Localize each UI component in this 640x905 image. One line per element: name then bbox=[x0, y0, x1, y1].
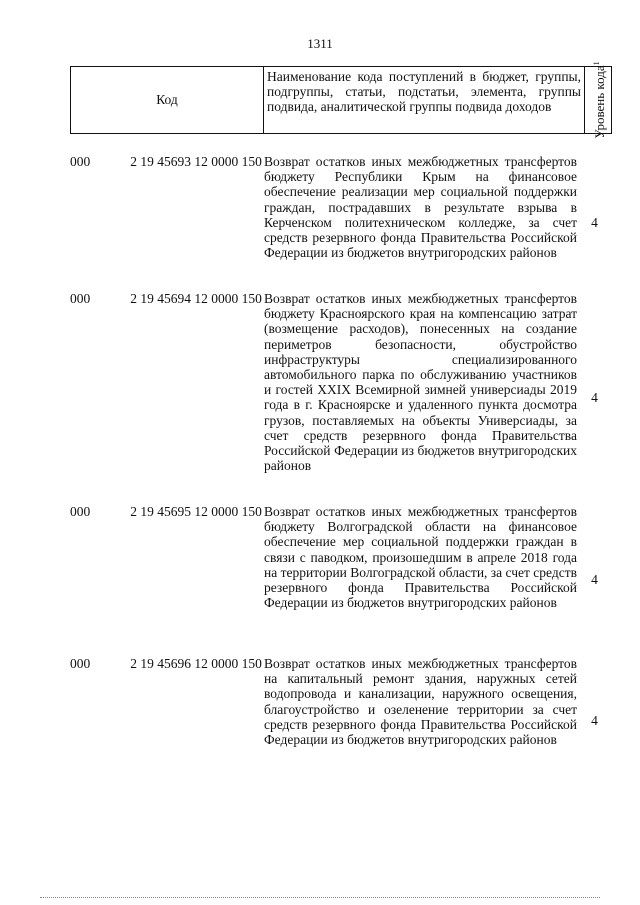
table-row bbox=[70, 656, 612, 786]
table-header bbox=[70, 61, 612, 139]
row-admin-code: 000 bbox=[70, 154, 91, 169]
row-admin-code: 000 bbox=[70, 656, 91, 671]
row-classification-code: 2 19 45694 12 0000 150 bbox=[130, 291, 262, 306]
row-admin-code: 000 bbox=[70, 291, 91, 306]
scan-edge-line bbox=[40, 897, 600, 898]
row-code bbox=[70, 656, 264, 786]
row-level: 4 bbox=[591, 214, 598, 230]
row-classification-code: 2 19 45693 12 0000 150 bbox=[130, 154, 262, 169]
row-classification-code: 2 19 45696 12 0000 150 bbox=[130, 656, 262, 671]
row-admin-code: 000 bbox=[70, 504, 91, 519]
row-level: 4 bbox=[591, 713, 598, 728]
row-level: 4 bbox=[591, 389, 598, 405]
header-name: Наименование кода поступлений в бюджет, группы, подгруппы, статьи, подстатьи, элемента, группы подвида, аналитической группы подвида доходов bbox=[264, 67, 585, 133]
header-code: Код bbox=[71, 67, 264, 133]
row-name: Возврат остатков иных межбюджетных трансфертов бюджету Волгоградской области на финансовое обеспечение мер социальной поддержки граждан в связи с паводком, произошедшим в апреле 2018 года на территории Волгоградской области, за счет средств резервного фонда Правительства Российской Федерации из бюджетов внутригородских районов bbox=[264, 504, 577, 611]
row-name: Возврат остатков иных межбюджетных трансфертов на капитальный ремонт здания, наружных сетей водопровода и канализации, наружного освещения, благоустройство и озеленение территории за счет средств резервного фонда Правительства Российской Федерации из бюджетов внутригородских районов bbox=[264, 656, 577, 748]
table-row bbox=[70, 291, 612, 504]
table-row bbox=[70, 504, 612, 656]
row-code bbox=[70, 291, 264, 504]
page-number: 1311 bbox=[307, 36, 333, 51]
row-level: 4 bbox=[591, 572, 598, 587]
row-code bbox=[70, 504, 264, 656]
row-name: Возврат остатков иных межбюджетных трансфертов бюджету Республики Крым на финансовое обеспечение реализации мер социальной поддержки граждан, пострадавших в результате взрыва в Керченском политехническом колледже, за счет средств резервного фонда Правительства Российской Федерации из бюджетов внутригородских районов bbox=[264, 154, 577, 261]
header-level-text bbox=[590, 61, 606, 138]
table-body bbox=[70, 154, 612, 786]
header-level-footnote: 1 bbox=[591, 61, 601, 66]
header-level bbox=[585, 61, 611, 139]
header-level-label: Уровень кода bbox=[592, 65, 608, 139]
table-row bbox=[70, 154, 612, 291]
row-classification-code: 2 19 45695 12 0000 150 bbox=[130, 504, 262, 519]
row-code bbox=[70, 154, 264, 291]
row-name: Возврат остатков иных межбюджетных трансфертов бюджету Красноярского края на компенсацию затрат (возмещение расходов), понесенных на создание периметров безопасности, обустройство инфраструктуры специализированного автомобильного парка по обслуживанию участников и гостей XXIX Всемирной зимней универсиады 2019 года в г. Красноярске и удаленного пункта досмотра грузов, поставляемых на объекты Универсиады, за счет средств резервного фонда Правительства Российской Федерации из бюджетов внутригородских районов bbox=[264, 291, 577, 474]
